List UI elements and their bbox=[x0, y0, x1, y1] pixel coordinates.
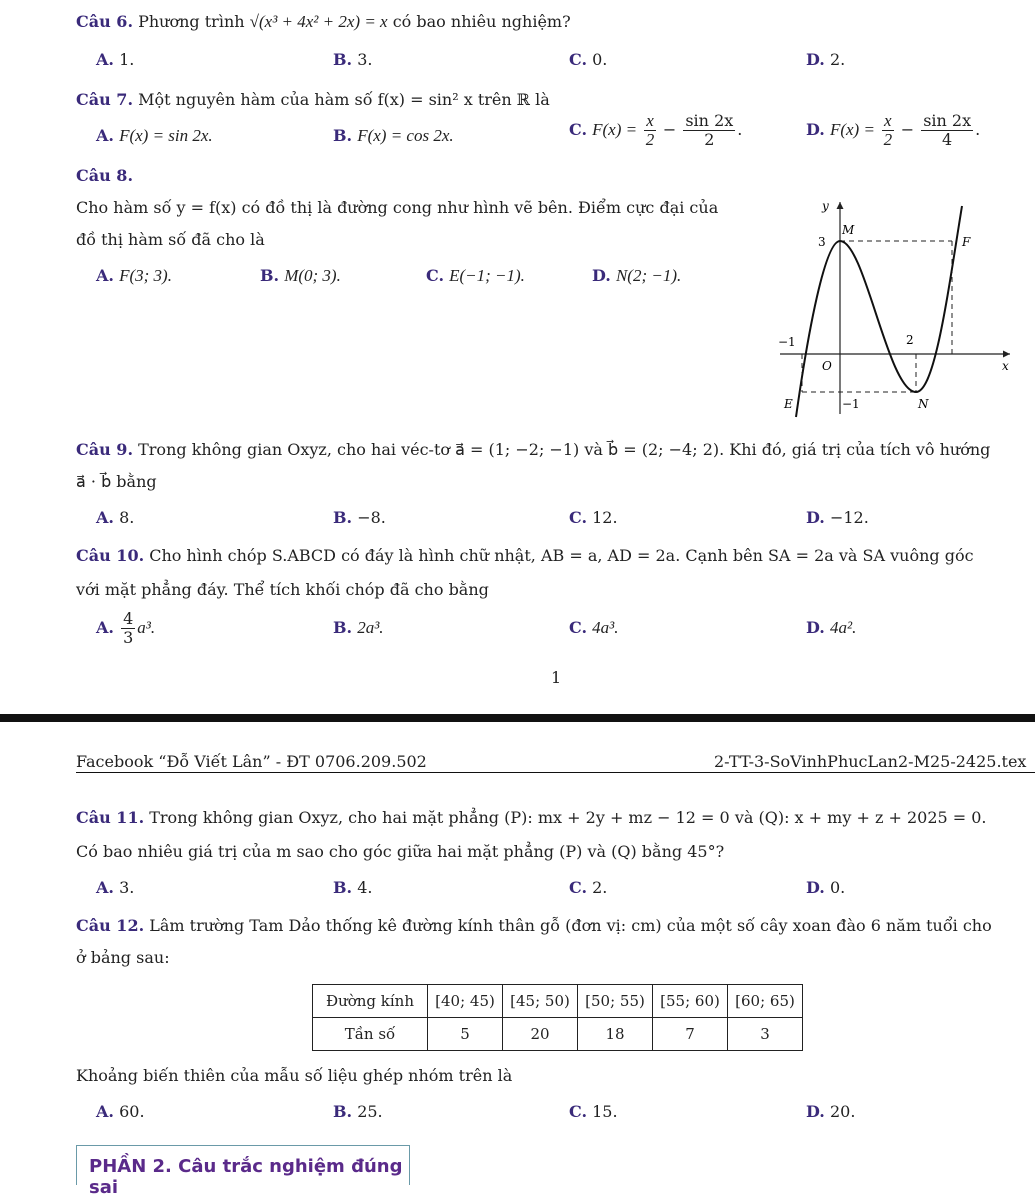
q8-option-d: D. N(2; −1). bbox=[592, 266, 682, 285]
q6-option-d: D. 2. bbox=[806, 50, 846, 69]
q8-option-c: C. E(−1; −1). bbox=[426, 266, 525, 285]
q10-option-a: A. $\frac{4}{3}$ a³. bbox=[96, 609, 156, 647]
q6-option-c: C. 0. bbox=[569, 50, 608, 69]
q6-option-b: B. 3. bbox=[333, 50, 373, 69]
point-m: M bbox=[842, 223, 855, 237]
tick-2: 2 bbox=[906, 333, 914, 347]
table-cell: [55; 60) bbox=[653, 985, 728, 1018]
table-cell: [45; 50) bbox=[503, 985, 578, 1018]
q6-option-a: A. 1. bbox=[96, 50, 135, 69]
q11-line2: Có bao nhiêu giá trị của m sao cho góc giữa hai mặt phẳng (P) và (Q) bằng 45°? bbox=[76, 842, 725, 861]
table-row bbox=[313, 1018, 803, 1051]
tick-3: 3 bbox=[818, 235, 826, 249]
q9-option-d: D. −12. bbox=[806, 508, 869, 527]
q11-line1: Câu 11. Trong không gian Oxyz, cho hai mặt phẳng (P): mx + 2y + mz − 12 = 0 và (Q): x + my + z + 2025 = 0. bbox=[76, 808, 987, 827]
y-axis-label: y bbox=[822, 199, 829, 213]
q10-option-d: D. 4a². bbox=[806, 618, 857, 637]
x-axis-label: x bbox=[1002, 359, 1009, 373]
q12-option-a: A. 60. bbox=[96, 1102, 145, 1121]
section-heading: PHẦN 2. Câu trắc nghiệm đúng sai bbox=[76, 1145, 410, 1185]
table-cell: 20 bbox=[503, 1018, 578, 1051]
q7-option-a: A. F(x) = sin 2x. bbox=[96, 126, 213, 145]
page-number: 1 bbox=[551, 668, 562, 687]
header-left: Facebook “Đỗ Viết Lân” - ĐT 0706.209.502 bbox=[76, 752, 427, 771]
origin-label: O bbox=[822, 359, 832, 373]
point-n: N bbox=[918, 397, 929, 411]
q12-option-b: B. 25. bbox=[333, 1102, 383, 1121]
q8-label: Câu 8. bbox=[76, 166, 134, 185]
q11-option-d: D. 0. bbox=[806, 878, 846, 897]
q7-option-d: D. F(x) = $\frac{x}{2}$ − $\frac{\sin 2x}{4}$ . bbox=[806, 111, 981, 149]
point-f: F bbox=[962, 235, 971, 249]
point-e: E bbox=[784, 397, 793, 411]
table-cell: Tần số bbox=[313, 1018, 428, 1051]
table-cell: 7 bbox=[653, 1018, 728, 1051]
table-cell: [60; 65) bbox=[728, 985, 803, 1018]
table-cell: [50; 55) bbox=[578, 985, 653, 1018]
table-cell: [40; 45) bbox=[428, 985, 503, 1018]
q12-line1: Câu 12. Lâm trường Tam Dảo thống kê đường kính thân gỗ (đơn vị: cm) của một số cây xoan đào 6 năm tuổi cho bbox=[76, 916, 992, 935]
q9-option-a: A. 8. bbox=[96, 508, 135, 527]
table-cell: 5 bbox=[428, 1018, 503, 1051]
q11-option-c: C. 2. bbox=[569, 878, 608, 897]
q9-line2: a⃗ · b⃗ bằng bbox=[76, 472, 157, 491]
q7-option-c: C. F(x) = $\frac{x}{2}$ − $\frac{\sin 2x}{2}$ . bbox=[569, 111, 743, 149]
q8-graph bbox=[770, 192, 1030, 422]
q7-option-b: B. F(x) = cos 2x. bbox=[333, 126, 454, 145]
q10-line2: với mặt phẳng đáy. Thể tích khối chóp đã cho bằng bbox=[76, 580, 489, 599]
page-break bbox=[0, 714, 1035, 722]
q8-option-a: A. F(3; 3). bbox=[96, 266, 172, 285]
table-cell: 3 bbox=[728, 1018, 803, 1051]
frequency-table bbox=[312, 984, 803, 1051]
q9-option-c: C. 12. bbox=[569, 508, 618, 527]
q8-option-b: B. M(0; 3). bbox=[260, 266, 341, 285]
table-cell: Đường kính bbox=[313, 985, 428, 1018]
q10-option-c: C. 4a³. bbox=[569, 618, 619, 637]
tick-neg1-x: −1 bbox=[778, 335, 796, 349]
q11-option-a: A. 3. bbox=[96, 878, 135, 897]
header-right: 2-TT-3-SoVinhPhucLan2-M25-2425.tex bbox=[714, 752, 1027, 771]
q10-line1: Câu 10. Cho hình chóp S.ABCD có đáy là hình chữ nhật, AB = a, AD = 2a. Cạnh bên SA = 2a và SA vuông góc bbox=[76, 546, 974, 565]
q6-stem: Câu 6. Phương trình √(x³ + 4x² + 2x) = x có bao nhiêu nghiệm? bbox=[76, 12, 571, 31]
table-cell: 18 bbox=[578, 1018, 653, 1051]
header-rule bbox=[76, 772, 1035, 773]
q10-option-b: B. 2a³. bbox=[333, 618, 384, 637]
q8-line2: đồ thị hàm số đã cho là bbox=[76, 230, 265, 249]
q8-line1: Cho hàm số y = f(x) có đồ thị là đường cong như hình vẽ bên. Điểm cực đại của bbox=[76, 198, 719, 217]
tick-neg1-y: −1 bbox=[842, 397, 860, 411]
q9-line1: Câu 9. Trong không gian Oxyz, cho hai véc-tơ a⃗ = (1; −2; −1) và b⃗ = (2; −4; 2). Khi đó, giá trị của tích vô hướng bbox=[76, 440, 991, 459]
q9-option-b: B. −8. bbox=[333, 508, 386, 527]
q7-stem: Câu 7. Một nguyên hàm của hàm số f(x) = sin² x trên ℝ là bbox=[76, 90, 550, 109]
table-row bbox=[313, 985, 803, 1018]
q11-option-b: B. 4. bbox=[333, 878, 373, 897]
q12-option-d: D. 20. bbox=[806, 1102, 856, 1121]
q12-line2: ở bảng sau: bbox=[76, 948, 170, 967]
q12-option-c: C. 15. bbox=[569, 1102, 618, 1121]
q12-line3: Khoảng biến thiên của mẫu số liệu ghép nhóm trên là bbox=[76, 1066, 513, 1085]
